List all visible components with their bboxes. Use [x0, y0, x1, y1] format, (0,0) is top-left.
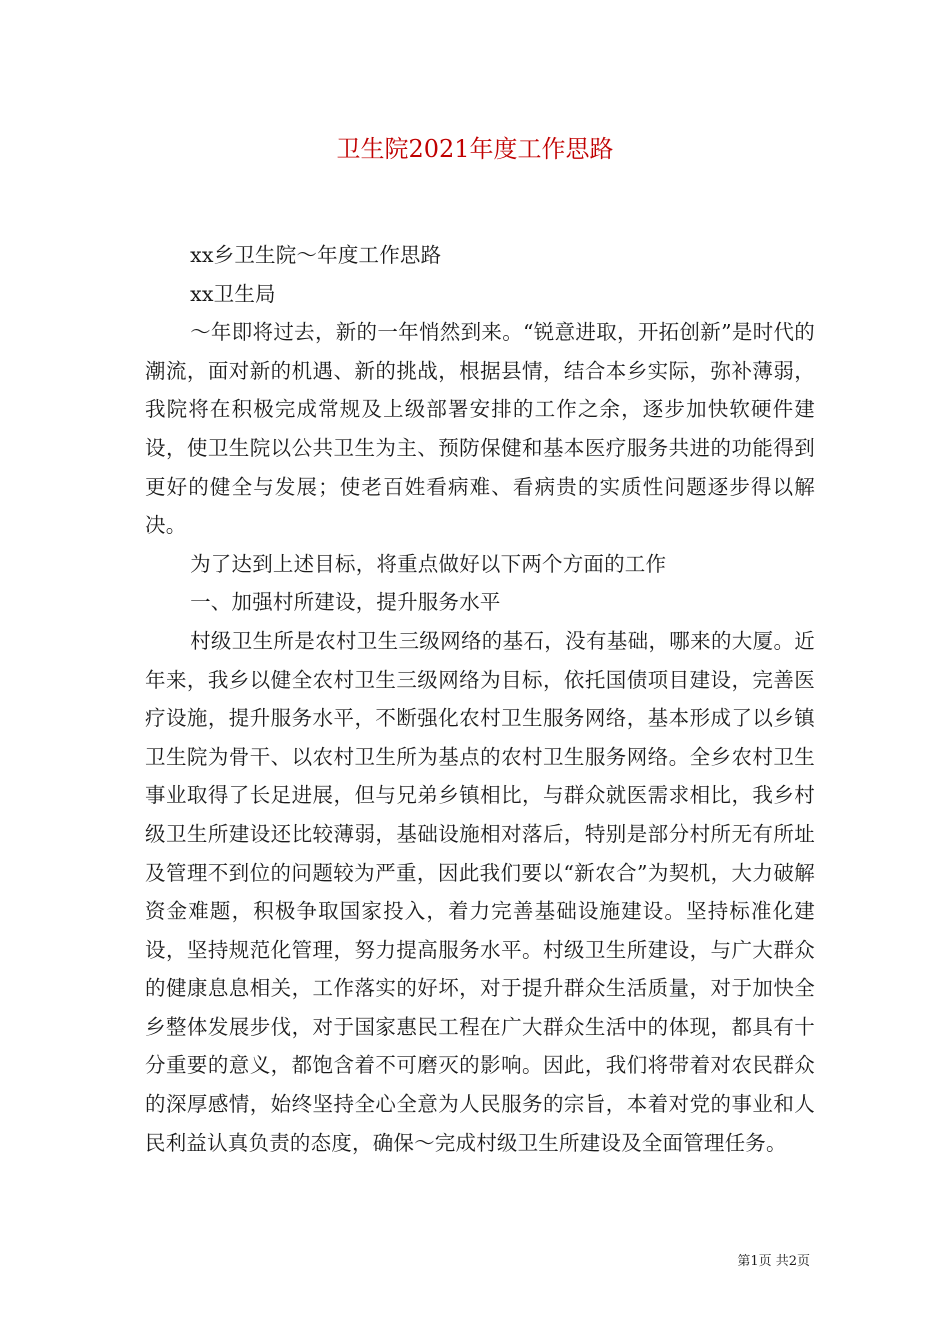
paragraph-intro: ～年即将过去，新的一年悄然到来。“锐意进取，开拓创新”是时代的潮流，面对新的机遇、新的挑战，根据县情，结合本乡实际，弥补薄弱，我院将在积极完成常规及上级部署安排的工作之余，逐步加快软硬件建设，使卫生院以公共卫生为主、预防保健和基本医疗服务共进的功能得到更好的健全与发展；使老百姓看病难、看病贵的实质性问题逐步得以解决。	[145, 320, 815, 538]
document-title: 卫生院2021年度工作思路	[336, 135, 614, 163]
paragraph-goal: 为了达到上述目标，将重点做好以下两个方面的工作	[190, 551, 667, 576]
paragraph-author: xx卫生局	[190, 281, 276, 306]
page-footer: 第1页 共2页	[737, 1254, 810, 1269]
paragraph-heading: xx乡卫生院～年度工作思路	[190, 243, 442, 267]
section-heading-1: 一、加强村所建设，提升服务水平	[190, 590, 501, 615]
paragraph-section-1: 村级卫生所是农村卫生三级网络的基石，没有基础，哪来的大厦。近年来，我乡以健全农村卫生三级网络为目标，依托国债项目建设，完善医疗设施，提升服务水平，不断强化农村卫生服务网络，基本形成了以乡镇卫生院为骨干、以农村卫生所为基点的农村卫生服务网络。全乡农村卫生事业取得了长足进展，但与兄弟乡镇相比，与群众就医需求相比，我乡村级卫生所建设还比较薄弱，基础设施相对落后，特别是部分村所无有所址及管理不到位的问题较为严重，因此我们要以“新农合”为契机，大力破解资金难题，积极争取国家投入，着力完善基础设施建设。坚持标准化建设，坚持规范化管理，努力提高服务水平。村级卫生所建设，与广大群众的健康息息相关，工作落实的好坏，对于提升群众生活质量，对于加快全乡整体发展步伐，对于国家惠民工程在广大群众生活中的体现，都具有十分重要的意义，都饱含着不可磨灭的影响。因此，我们将带着对农民群众的深厚感情，始终坚持全心全意为人民服务的宗旨，本着对党的事业和人民利益认真负责的态度，确保～完成村级卫生所建设及全面管理任务。	[145, 628, 815, 1155]
document-body	[145, 236, 815, 1162]
